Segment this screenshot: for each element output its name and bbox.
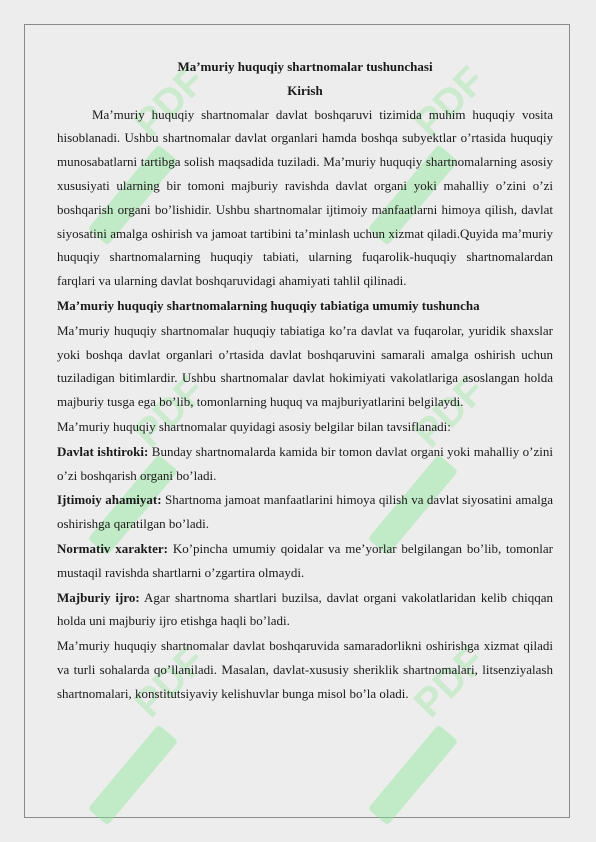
feature-text: Agar shartnoma shartlari buzilsa, davlat organi vakolatlaridan kelib chiqqan holda uni majburiy ijro etishga haqli bo’ladi. [57, 589, 553, 629]
document-title: Ma’muriy huquqiy shartnomalar tushunchasi [177, 59, 433, 74]
feature-term: Davlat ishtiroki: [57, 443, 149, 459]
intro-paragraph: Ma’muriy huquqiy shartnomalar davlat boshqaruvi tizimida muhim huquqiy vosita hisoblanadi. Ushbu shartnomalar davlat organlari hamda boshqa subyektlar o’rtasida huquqiy munosabatlarni tartibga solish maqsadida tuziladi. Ma’muriy huquqiy shartnomalarning asosiy xususiyati ularning bir tomoni majburiy ravishda davlat organi yoki mahalliy o’zini o’zi boshqarish organi bo’lishidir. Ushbu shartnomalar ijtimoiy manfaatlarni himoya qilish, davlat siyosatini amalga oshirish va jamoat tartibini ta’minlash uchun xizmat qiladi.Quyida ma’muriy huquqiy shartnomalarning huquqiy tabiati, ularning fuqarolik-huquqiy shartnomalardan farqlari va ularning davlat boshqaruvidagi ahamiyati tahlil qilinadi. [57, 106, 553, 289]
feature-item [57, 488, 553, 536]
paragraph: Ma’muriy huquqiy shartnomalar huquqiy tabiatiga ko’ra davlat va fuqarolar, yuridik shaxslar yoki boshqa davlat organlari o’rtasida davlat boshqaruvini samarali amalga oshirish uchun tuziladigan bitimlardir. Ushbu shartnomalar davlat hokimiyati vakolatlariga asoslangan holda majburiy tusga ega bo’lib, tomonlarning huquq va majburiyatlarini belgilaydi. [57, 322, 553, 410]
paragraph: Ma’muriy huquqiy shartnomalar quyidagi asosiy belgilar bilan tavsiflanadi: [57, 418, 451, 434]
feature-text: Ko’pincha umumiy qoidalar va me’yorlar belgilangan bo’lib, tomonlar mustaqil ravishda shartlarni o’zgartira olmaydi. [57, 540, 553, 580]
feature-item [57, 586, 553, 634]
feature-term: Ijtimoiy ahamiyat: [57, 492, 162, 508]
feature-term: Majburiy ijro: [57, 589, 140, 605]
feature-item [57, 440, 553, 488]
feature-text: Bunday shartnomalarda kamida bir tomon davlat organi yoki mahalliy o’zini o’zi boshqarish organi bo’ladi. [57, 443, 553, 483]
feature-item [57, 537, 553, 585]
watermark: PDF [360, 370, 540, 550]
watermark: PDF [80, 640, 260, 820]
document-body [57, 55, 553, 706]
document-subtitle: Kirish [287, 82, 323, 98]
watermark: PDF [360, 60, 540, 240]
feature-text: Shartnoma jamoat manfaatlarini himoya qilish va davlat siyosatini amalga oshirishga qaratilgan bo’ladi. [57, 492, 553, 532]
feature-term: Normativ xarakter: [57, 540, 168, 556]
watermark: PDF [80, 370, 260, 550]
watermark: PDF [360, 640, 540, 820]
section-heading: Ma’muriy huquqiy shartnomalarning huquqiy tabiatiga umumiy tushuncha [57, 297, 480, 313]
watermark: PDF [80, 60, 260, 240]
paragraph: Ma’muriy huquqiy shartnomalar davlat boshqaruvida samaradorlikni oshirishga xizmat qiladi va turli sohalarda qo’llaniladi. Masalan, davlat-xususiy sheriklik shartnomalari, litsenziyalash shartnomalari, konstitutsiyaviy kelishuvlar bunga misol bo’la oladi. [57, 638, 553, 701]
